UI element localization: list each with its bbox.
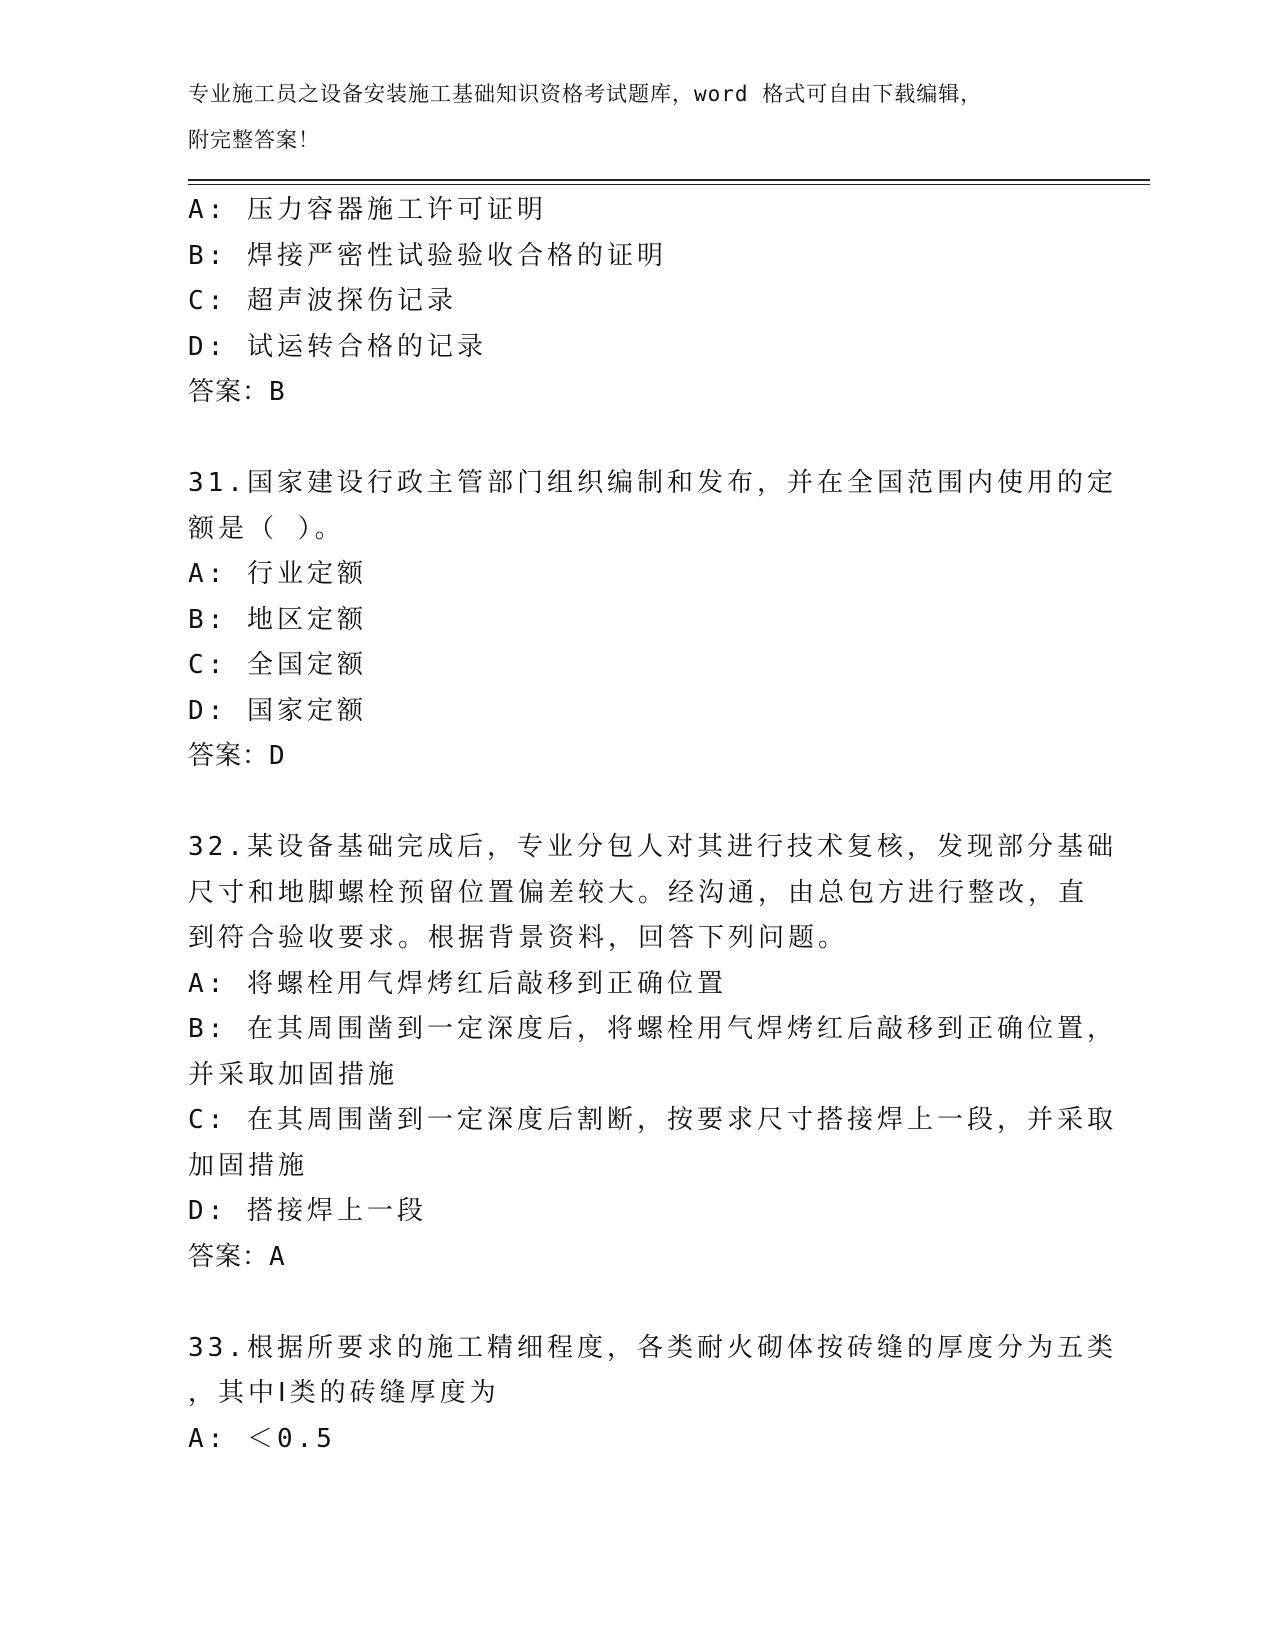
- option-a: A: 压力容器施工许可证明: [188, 195, 547, 225]
- question-list: [188, 188, 1117, 1462]
- question-stem: 尺寸和地脚螺栓预留位置偏差较大。经沟通，由总包方进行整改，直: [188, 877, 1089, 908]
- question-block: [188, 1326, 1117, 1463]
- option-c-continued: 加固措施: [188, 1150, 309, 1181]
- answer-line: 答案：B: [188, 377, 286, 407]
- question-block: [188, 461, 1117, 780]
- question-stem: 33.根据所要求的施工精细程度，各类耐火砌体按砖缝的厚度分为五类: [188, 1332, 1117, 1363]
- question-stem: 31.国家建设行政主管部门组织编制和发布，并在全国范围内使用的定: [188, 468, 1117, 498]
- option-c: C: 在其周围凿到一定深度后割断，按要求尺寸搭接焊上一段，并采取: [188, 1105, 1117, 1135]
- question-stem: 32.某设备基础完成后，专业分包人对其进行技术复核，发现部分基础: [188, 832, 1117, 862]
- option-a: A: ＜0.5: [188, 1423, 336, 1454]
- option-c: C: 全国定额: [188, 650, 367, 680]
- header-divider-thin: [188, 184, 1150, 185]
- question-block: [188, 825, 1117, 1280]
- option-b: B: 焊接严密性试验验收合格的证明: [188, 240, 667, 271]
- document-header: [188, 72, 1068, 163]
- header-line: 附完整答案！: [188, 127, 320, 152]
- question-stem: 到符合验收要求。根据背景资料，回答下列问题。: [188, 923, 849, 953]
- question-block: [188, 188, 1088, 416]
- question-stem: ，其中Ⅰ类的砖缝厚度为: [188, 1378, 500, 1408]
- option-d: D: 搭接焊上一段: [188, 1196, 427, 1226]
- answer-line: 答案：D: [188, 741, 286, 771]
- option-a: A: 行业定额: [188, 559, 367, 589]
- header-line: 专业施工员之设备安装施工基础知识资格考试题库，word 格式可自由下载编辑，: [188, 82, 983, 106]
- option-b: B: 地区定额: [188, 604, 367, 635]
- option-b-continued: 并采取加固措施: [188, 1059, 399, 1090]
- header-divider-thick: [188, 179, 1150, 181]
- option-d: D: 国家定额: [188, 695, 367, 726]
- option-c: C: 超声波探伤记录: [188, 286, 457, 316]
- answer-line: 答案：A: [188, 1241, 286, 1272]
- question-stem: 额是（ ）。: [188, 513, 345, 544]
- option-b: B: 在其周围凿到一定深度后，将螺栓用气焊烤红后敲移到正确位置，: [188, 1014, 1117, 1044]
- option-d: D: 试运转合格的记录: [188, 331, 487, 362]
- option-a: A: 将螺栓用气焊烤红后敲移到正确位置: [188, 968, 727, 999]
